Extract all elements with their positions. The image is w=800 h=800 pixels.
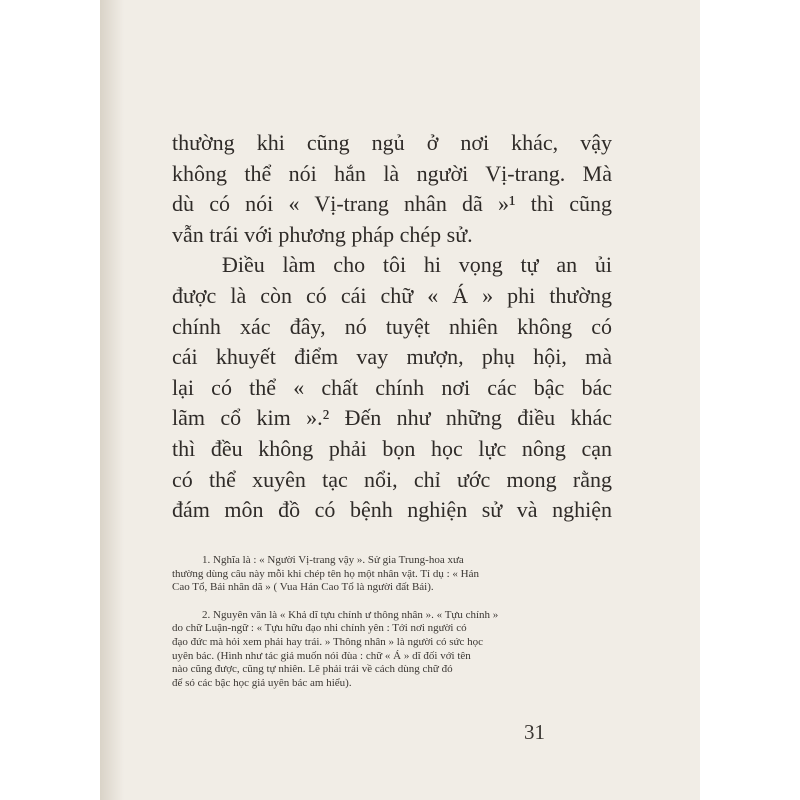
body-line: đám môn đồ có bệnh nghiện sử và nghiện [172,497,612,523]
body-line: Điều làm cho tôi hi vọng tự an ủi [222,252,612,278]
footnote-line: 1. Nghĩa là : « Người Vị-trang vậy ». Sử gia Trung-hoa xưa [202,554,464,566]
footnote-line: để só các bậc học giả uyên bác am hiểu). [172,676,352,689]
footnote-line: đạo đức mà hỏi xem phải hay trái. » Thông nhân » là người có sức học [172,635,483,648]
body-line: dù có nói « Vị-trang nhân dã »¹ thì cũng [172,191,612,217]
body-line: thì đều không phải bọn học lực nông cạn [172,435,612,461]
main-text-block [172,128,612,526]
body-line: lại có thể « chất chính nơi các bậc bác [172,374,612,400]
footnote-line: nào cũng được, cũng tự nhiên. Lẽ phải trái về cách dùng chữ đó [172,663,453,676]
footnote-line: Cao Tổ, Bái nhân dã » ( Vua Hán Cao Tổ là người đất Bái). [172,581,434,594]
body-line: có thể xuyên tạc nổi, chỉ ước mong rằng [172,466,612,492]
footnote-line: thường dùng câu này mỗi khi chép tên họ một nhân vật. Tỉ dụ : « Hán [172,567,479,580]
page-number: 31 [524,720,545,744]
footnotes-block [172,554,612,690]
body-line: lãm cổ kim ».² Đến như những điều khác [172,405,612,431]
body-line: cái khuyết điểm vay mượn, phụ hội, mà [172,344,612,370]
body-line: không thể nói hắn là người Vị-trang. Mà [172,160,612,186]
page-spine-shadow [100,0,124,800]
footnote-line: uyên bác. (Hình như tác giả muốn nói đùa : chữ « Á » dĩ đối với tên [172,649,471,662]
body-line: chính xác đây, nó tuyệt nhiên không có [172,313,612,339]
body-line: được là còn có cái chữ « Á » phi thường [172,282,612,308]
footnote-line: 2. Nguyên văn là « Khả dĩ tựu chính ư thông nhân ». « Tựu chính » [202,608,499,621]
body-line: thường khi cũng ngủ ở nơi khác, vậy [172,130,612,155]
footnote-gap [172,595,612,609]
footnote-line: do chữ Luận-ngữ : « Tựu hữu đạo nhi chính yên : Tới nơi người có [172,622,467,635]
body-line: vẫn trái với phương pháp chép sử. [172,221,473,247]
